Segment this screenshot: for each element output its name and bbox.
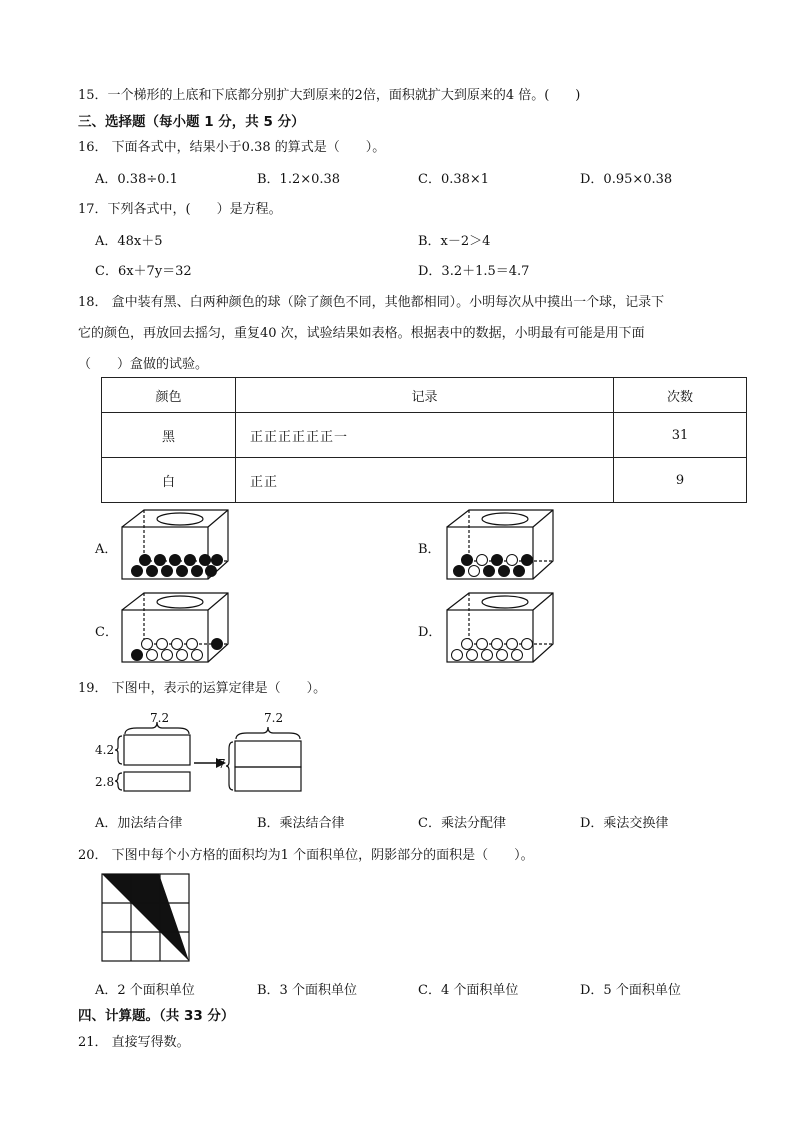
q17-option-d[interactable]: D．3.2＋1.5＝4.7	[418, 264, 530, 279]
question-21: 21． 直接写得数。	[78, 1035, 190, 1050]
table-cell-count: 31	[614, 413, 747, 458]
q19-option-b[interactable]: B．乘法结合律	[257, 816, 345, 831]
question-16: 16． 下面各式中，结果小于0.38 的算式是（ ）。	[78, 140, 386, 155]
q18-option-d[interactable]: D．	[418, 625, 442, 640]
q20-option-c[interactable]: C．4 个面积单位	[418, 983, 519, 998]
question-18-line-2: 它的颜色，再放回去摇匀，重复40 次，试验结果如表格。根据表中的数据，小明最有可能是用下面	[78, 326, 645, 341]
q19-label-top-left: 7.2	[150, 711, 170, 725]
q20-option-b[interactable]: B．3 个面积单位	[257, 983, 357, 998]
q19-label-right: 7	[218, 757, 226, 771]
box-d-figure[interactable]	[445, 592, 555, 664]
section-4-title: 四、计算题。（共 33 分）	[78, 1008, 235, 1024]
q18-option-c[interactable]: C．	[95, 625, 118, 640]
table-cell-count: 9	[614, 458, 747, 503]
question-15: 15．一个梯形的上底和下底都分别扩大到原来的2倍，面积就扩大到原来的4 倍。( )	[78, 88, 581, 103]
question-18-line-1: 18． 盒中装有黑、白两种颜色的球（除了颜色不同，其他都相同）。小明每次从中摸出一个球，记录下	[78, 295, 665, 310]
box-c-figure[interactable]	[120, 592, 230, 664]
table-row	[102, 413, 747, 458]
q17-option-c[interactable]: C．6x＋7y＝32	[95, 264, 192, 279]
question-17: 17．下列各式中，( ）是方程。	[78, 202, 282, 217]
q18-option-a[interactable]: A．	[95, 542, 118, 557]
table-header-record: 记录	[236, 378, 614, 413]
question-20: 20． 下图中每个小方格的面积均为1 个面积单位，阴影部分的面积是（ ）。	[78, 848, 534, 863]
q19-option-a[interactable]: A．加法结合律	[95, 816, 183, 831]
q17-option-b[interactable]: B．x－2＞4	[418, 234, 491, 249]
q16-option-d[interactable]: D．0.95×0.38	[580, 172, 673, 187]
q19-option-d[interactable]: D．乘法交换律	[580, 816, 669, 831]
question-19: 19． 下图中，表示的运算定律是（ ）。	[78, 681, 327, 696]
table-header-count: 次数	[614, 378, 747, 413]
q19-option-c[interactable]: C．乘法分配律	[418, 816, 506, 831]
q19-label-left-top: 4.2	[95, 743, 115, 757]
table-cell-color: 白	[102, 458, 236, 503]
q16-option-c[interactable]: C．0.38×1	[418, 172, 490, 187]
table-cell-record: 正正正正正正一	[236, 413, 614, 458]
question-18-line-3: （ ）盒做的试验。	[78, 357, 209, 372]
q17-option-a[interactable]: A．48x＋5	[95, 234, 163, 249]
q19-rectangle-figure	[92, 708, 342, 798]
table-cell-record: 正正	[236, 458, 614, 503]
q19-label-left-bottom: 2.8	[95, 775, 115, 789]
q16-option-a[interactable]: A．0.38÷0.1	[95, 172, 178, 187]
box-a-figure[interactable]	[120, 509, 230, 581]
box-b-figure[interactable]	[445, 509, 555, 581]
record-table	[101, 377, 747, 503]
table-header-color: 颜色	[102, 378, 236, 413]
q20-option-d[interactable]: D．5 个面积单位	[580, 983, 681, 998]
q16-option-b[interactable]: B．1.2×0.38	[257, 172, 341, 187]
table-cell-color: 黑	[102, 413, 236, 458]
q20-option-a[interactable]: A．2 个面积单位	[95, 983, 195, 998]
q19-label-top-right: 7.2	[264, 711, 284, 725]
section-3-title: 三、选择题（每小题 1 分，共 5 分）	[78, 114, 305, 130]
table-row	[102, 458, 747, 503]
q20-grid-figure	[101, 873, 193, 963]
q18-option-b[interactable]: B．	[418, 542, 441, 557]
